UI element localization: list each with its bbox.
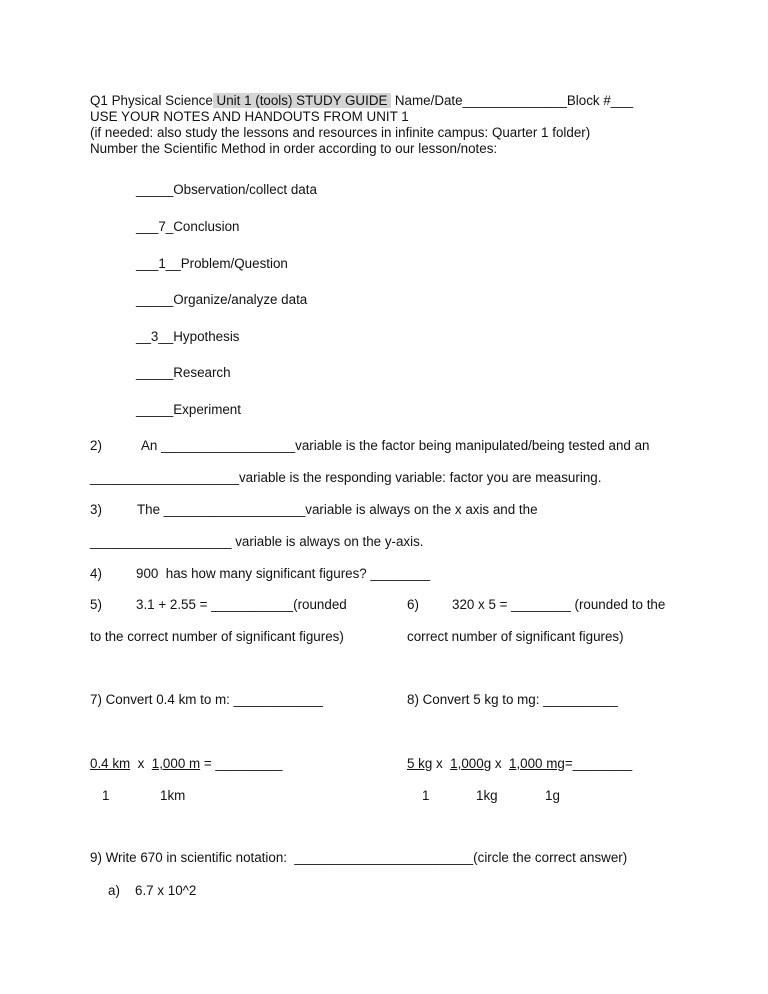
question-5-line-1: 3.1 + 2.55 = ___________(rounded: [136, 597, 347, 612]
header-title-line: [90, 93, 633, 109]
question-3-line-2: ___________________ variable is always on the y-axis.: [90, 534, 424, 549]
method-item: [136, 402, 241, 418]
method-label: Organize/analyze data: [173, 292, 308, 307]
answer-blank[interactable]: = _________: [200, 756, 283, 771]
factor-numerator: 5 kg: [407, 756, 433, 771]
method-label: Conclusion: [173, 219, 240, 234]
answer-blank[interactable]: __3__: [136, 329, 174, 344]
question-6-line-1: 320 x 5 = ________ (rounded to the: [452, 597, 666, 612]
answer-blank[interactable]: =________: [564, 756, 633, 771]
factor-denominator: 1g: [545, 788, 560, 803]
multiply-sign: x: [130, 756, 152, 771]
question-8-text: 8) Convert 5 kg to mg: __________: [407, 692, 618, 707]
question-2-line-2: ____________________variable is the responding variable: factor you are measuring.: [90, 470, 602, 485]
method-item: [136, 219, 240, 235]
answer-blank[interactable]: ___1__: [136, 256, 181, 271]
method-item: [136, 182, 317, 198]
question-3-line-1: The ___________________variable is always on the x axis and the: [137, 502, 538, 517]
question-1-prompt: Number the Scientific Method in order according to our lesson/notes:: [90, 141, 498, 156]
title-highlight: Unit 1 (tools) STUDY GUIDE: [212, 93, 392, 108]
question-5-line-2: to the correct number of significant figures): [90, 629, 344, 644]
question-number: 4): [90, 566, 102, 581]
question-number: 3): [90, 502, 102, 517]
method-label: Problem/Question: [180, 256, 288, 271]
question-4-text: 900 has how many significant figures? ________: [136, 566, 431, 581]
question-6-line-2: correct number of significant figures): [407, 629, 624, 644]
factor-denominator: 1: [102, 788, 110, 803]
q7-conversion-numerator: [90, 756, 282, 772]
factor-denominator: 1km: [160, 788, 186, 803]
name-date-block: Name/Date______________Block #___: [391, 93, 634, 108]
answer-blank[interactable]: _____: [136, 365, 174, 380]
question-2-line-1: An __________________variable is the factor being manipulated/being tested and an: [141, 438, 650, 453]
factor-numerator: 0.4 km: [90, 756, 131, 771]
question-7-text: 7) Convert 0.4 km to m: ____________: [90, 692, 323, 707]
factor-numerator: 1,000 m: [151, 756, 201, 771]
method-label: Research: [173, 365, 231, 380]
multiply-sign: x: [432, 756, 451, 771]
method-item: [136, 256, 288, 272]
option-a-label[interactable]: a): [108, 883, 120, 898]
multiply-sign: x: [491, 756, 509, 771]
question-number: 2): [90, 438, 102, 453]
method-label: Observation/collect data: [173, 182, 317, 197]
answer-blank[interactable]: _____: [136, 402, 174, 417]
method-label: Hypothesis: [173, 329, 240, 344]
notes-instruction: USE YOUR NOTES AND HANDOUTS FROM UNIT 1: [90, 109, 409, 124]
factor-numerator: 1,000 mg: [509, 756, 565, 771]
question-number: 5): [90, 597, 102, 612]
method-item: [136, 329, 240, 345]
factor-numerator: 1,000: [450, 756, 484, 771]
q8-conversion-numerator: [407, 756, 632, 772]
method-label: Experiment: [173, 402, 241, 417]
title-prefix: Q1 Physical Science: [90, 93, 213, 108]
answer-blank[interactable]: ___7_: [136, 219, 174, 234]
answer-blank[interactable]: _____: [136, 182, 174, 197]
factor-denominator: 1: [422, 788, 430, 803]
question-9-text: 9) Write 670 in scientific notation: ________________________(circle the correct answer): [90, 850, 628, 865]
method-item: [136, 365, 231, 381]
method-item: [136, 292, 307, 308]
campus-instruction: (if needed: also study the lessons and resources in infinite campus: Quarter 1 folder): [90, 125, 591, 140]
factor-unit: g: [483, 756, 492, 771]
option-a[interactable]: 6.7 x 10^2: [135, 883, 197, 898]
answer-blank[interactable]: _____: [136, 292, 174, 307]
question-number: 6): [407, 597, 419, 612]
factor-denominator: 1kg: [476, 788, 498, 803]
